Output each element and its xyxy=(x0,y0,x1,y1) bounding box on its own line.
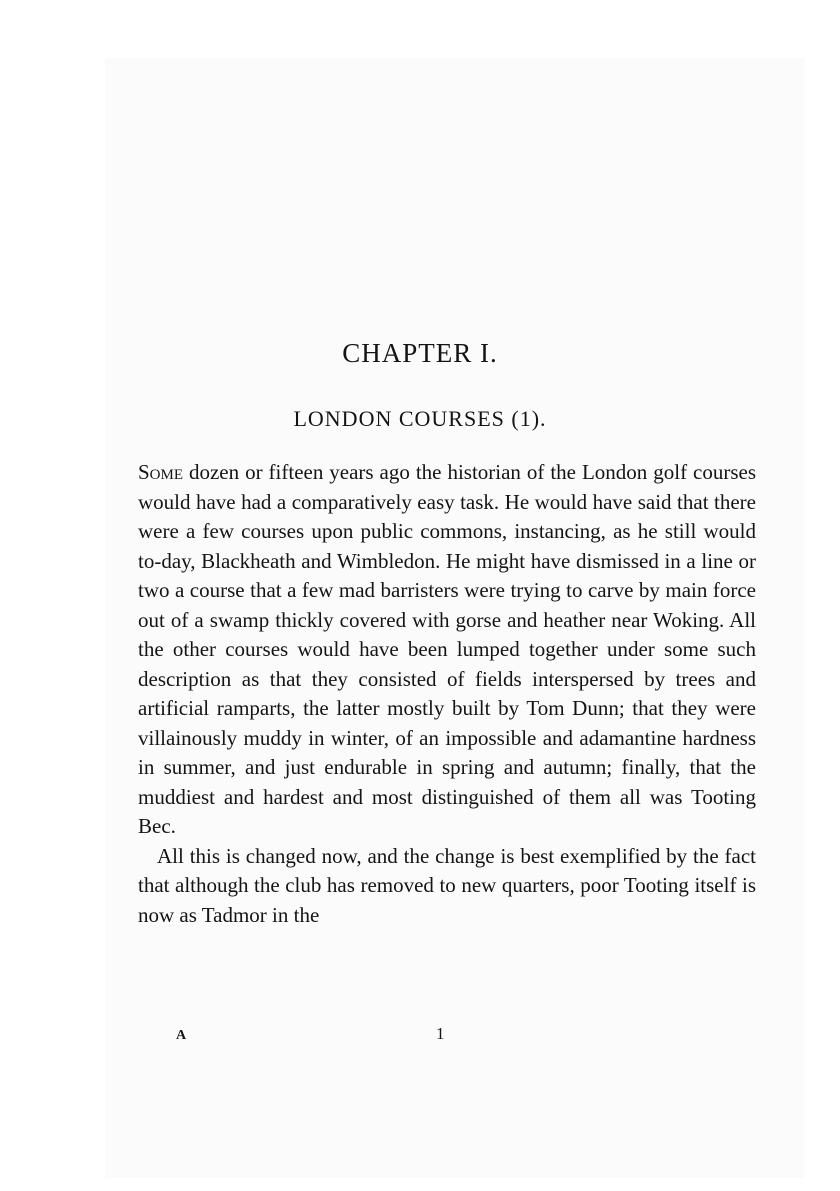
body-text xyxy=(138,458,756,930)
chapter-title: CHAPTER I. xyxy=(342,338,498,368)
paragraph-1-text: dozen or fifteen years ago the historian of the London golf courses would have had a comparatively easy task. He would have said that there were a few courses upon public commons, instancing, as he still would to-day, Blackheath and Wimbledon. He might have dismissed in a line or two a course that a few mad barristers were trying to carve by main force out of a swamp thickly covered with gorse and heather near Woking. All the other courses would have been lumped together under some such description as that they consisted of fields interspersed by trees and artificial ramparts, the latter mostly built by Tom Dunn; that they were villainously muddy in winter, of an impossible and adamantine hardness in summer, and just endurable in spring and autumn; finally, that the muddiest and hardest and most distinguished of them all was Tooting Bec. xyxy=(138,460,756,838)
paragraph-2: All this is changed now, and the change is best exemplified by the fact that although the club has removed to new quarters, poor Tooting itself is now as Tadmor in the xyxy=(138,843,756,927)
signature-mark: A xyxy=(176,1028,187,1043)
paragraph-1-lead-word: Some xyxy=(138,460,184,484)
paragraph-1 xyxy=(138,458,756,842)
section-title: LONDON COURSES (1). xyxy=(293,406,547,431)
page-number: 1 xyxy=(436,1024,445,1043)
